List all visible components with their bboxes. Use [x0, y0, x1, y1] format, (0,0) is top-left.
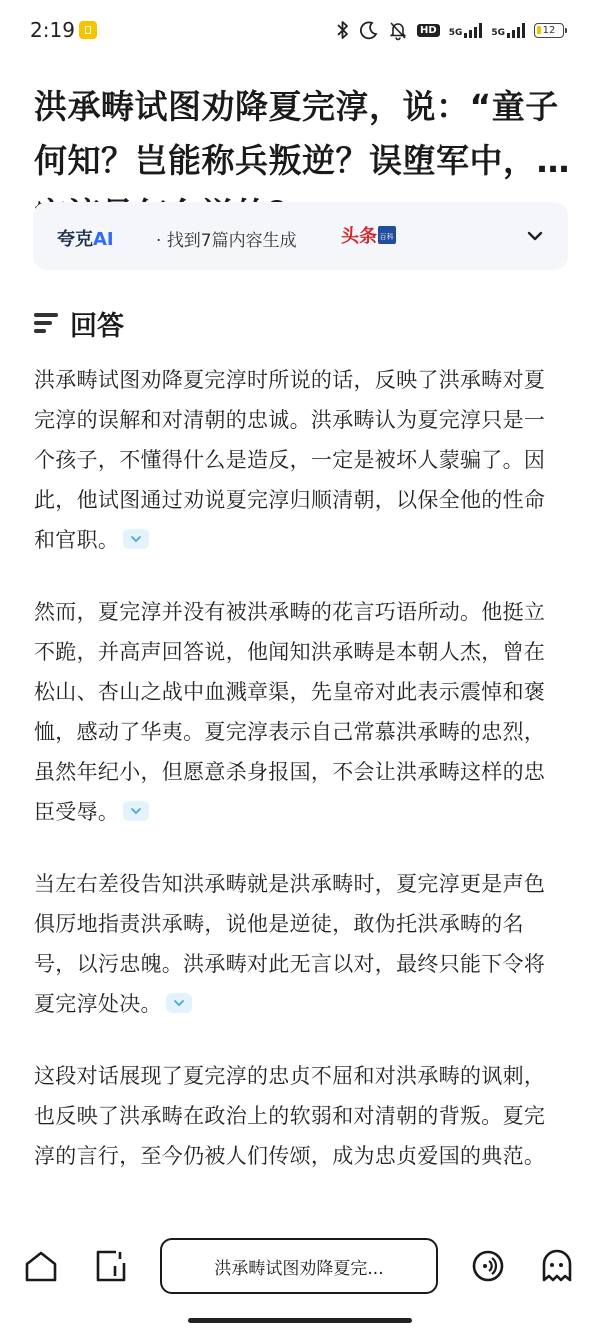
brand-prefix: 夸克 — [57, 229, 93, 250]
source-description — [156, 226, 297, 251]
battery-level: 12 — [542, 24, 556, 36]
signal-icon — [464, 22, 482, 38]
signal-2 — [491, 22, 525, 38]
expand-source-button[interactable] — [123, 801, 149, 821]
signal-icon — [507, 22, 525, 38]
home-icon[interactable] — [24, 1249, 58, 1283]
network-type-label: 5G — [491, 28, 505, 38]
chevron-down-icon — [130, 534, 142, 544]
mute-bell-icon — [388, 20, 408, 40]
search-box[interactable]: 洪承畴试图劝降夏完... — [160, 1238, 438, 1294]
paragraph-text: 然而，夏完淳并没有被洪承畴的花言巧语所动。他挺立不跪，并高声回答说，他闻知洪承畴是本朝人杰，曾在松山、杏山之战中血溅章渠，先皇帝对此表示震悼和褒恤，感动了华夷。夏完淳表示自己常慕洪承畴的忠烈，虽然年纪小，但愿意杀身报国，不会让洪承畴这样的忠臣受辱。 — [34, 600, 546, 824]
expand-source-button[interactable] — [166, 993, 192, 1013]
baike-logo — [341, 221, 397, 249]
bottom-nav — [0, 1232, 600, 1302]
paragraph-text: 这段对话展现了夏完淳的忠贞不屈和对洪承畴的讽刺，也反映了洪承畴在政治上的软弱和对清朝的背叛。夏完淳的言行，至今仍被人们传颂，成为忠贞爱国的典范。 — [34, 1064, 546, 1168]
status-icons — [336, 18, 564, 42]
home-indicator[interactable] — [188, 1318, 412, 1323]
answer-heading: 回答 — [70, 310, 124, 342]
status-time: 2:19 — [30, 18, 75, 42]
chevron-down-icon — [173, 998, 185, 1008]
answer-paragraph — [34, 1056, 566, 1176]
answer-paragraph — [34, 592, 566, 832]
paragraph-text: 当左右差役告知洪承畴就是洪承畴时，夏完淳更是声色俱厉地指责洪承畴，说他是逆徒，敢伪托洪承畴的名号，以污忠魄。洪承畴对此无言以对，最终只能下令将夏完淳处决。 — [34, 872, 546, 1016]
ghost-icon[interactable] — [540, 1249, 574, 1283]
status-bar — [0, 0, 600, 62]
tabs-icon[interactable] — [94, 1249, 128, 1283]
source-card[interactable] — [33, 202, 568, 270]
chevron-down-icon[interactable] — [526, 227, 544, 245]
logo-text-main: 头条 — [341, 226, 377, 247]
answer-body — [34, 360, 566, 1208]
page-title: 洪承畴试图劝降夏完淳，说：“童子何知？岂能称兵叛逆？误堕军中，夏 — [34, 87, 570, 180]
battery-icon — [534, 23, 564, 38]
hd-icon: HD — [417, 24, 440, 37]
network-type-label: 5G — [448, 28, 463, 38]
answer-header — [34, 306, 124, 340]
brand-ai: AI — [93, 229, 114, 250]
source-separator: · — [156, 231, 167, 251]
source-count-text: 找到7篇内容生成 — [166, 231, 297, 251]
bluetooth-icon — [336, 20, 350, 40]
audio-icon[interactable] — [471, 1249, 505, 1283]
notification-app-icon — [79, 21, 97, 39]
moon-icon — [359, 20, 379, 40]
chevron-down-icon — [130, 806, 142, 816]
answer-paragraph — [34, 864, 566, 1024]
paragraph-text: 洪承畴试图劝降夏完淳时所说的话，反映了洪承畴对夏完淳的误解和对清朝的忠诚。洪承畴认为夏完淳只是一个孩子，不懂得什么是造反，一定是被坏人蒙骗了。因此，他试图通过劝说夏完淳归顺清朝，以保全他的性命和官职。 — [34, 368, 546, 552]
answer-lines-icon — [34, 312, 60, 334]
quark-ai-brand — [57, 225, 114, 251]
expand-source-button[interactable] — [123, 529, 149, 549]
answer-paragraph — [34, 360, 566, 560]
logo-text-badge: 百科 — [379, 233, 394, 241]
signal-1 — [449, 22, 483, 38]
